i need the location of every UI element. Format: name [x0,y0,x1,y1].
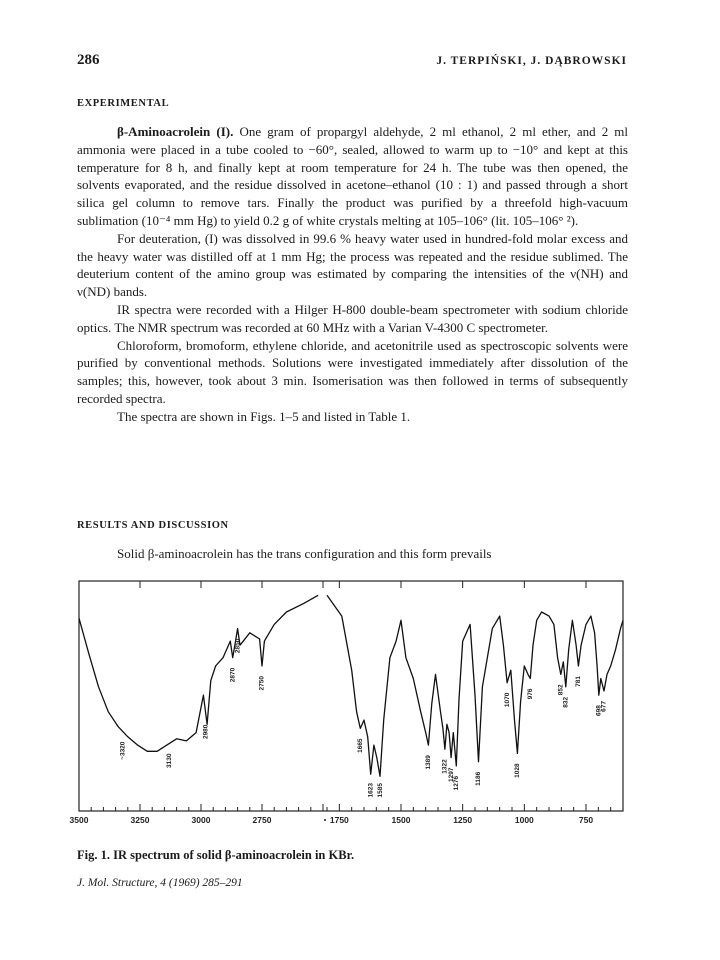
caption-text: spectrum of solid β-aminoacrolein in KBr. [127,848,355,862]
paragraph-solvents: Chloroform, bromoform, ethylene chloride, and acetonitrile used as spectroscopic solvents were purified by conventional methods. Solutions were investigated immediately after dissolution of the samples; this, however, took about 3 min. Isomerisation was then followed in terms of subsequently recorded spectra. [77,337,628,406]
x-tick-label: 2750 [252,815,272,825]
peak-label: 2870 [229,667,237,683]
figure-caption [77,848,354,863]
peak-label: 2850 [234,638,242,654]
running-head: J. TERPIŃSKI, J. DĄBROWSKI [436,55,627,67]
peak-label: ~3320 [119,741,127,760]
peak-label: 677 [600,701,608,712]
x-tick-label: 3500 [69,815,89,825]
paragraph-text: One gram of propargyl aldehyde, 2 ml ethanol, 2 ml ether, and 2 ml ammonia were placed in a tube cooled to −60°, sealed, allowed to warm up to −10° and kept at this temperature for 8 h, and finally kept at room temperature for 24 h. The tube was then opened, the solvents evaporated, and the residue dissolved in acetone–ethanol (10 : 1) and passed through a short silica gel column to remove tars. Finally the product was purified by a threefold high-vacuum sublimation (10⁻⁴ mm Hg) to yield 0.2 g of white crystals melting at 105–106° (lit. 105–106° ²). [77,124,629,228]
peak-label: 976 [526,688,534,700]
paragraph-preparation [77,123,628,230]
plot-frame [79,581,623,811]
peak-label: 698 [595,705,603,717]
paragraph-results: Solid β-aminoacrolein has the trans configuration and this form prevails [117,546,492,561]
results-text [77,545,628,563]
peak-label: 1389 [425,755,433,770]
ir-spectrum-figure [69,575,625,830]
caption-abbrev-ir: IR [113,848,128,862]
x-tick-label: 1500 [391,815,411,825]
journal-footer: J. Mol. Structure, 4 (1969) 285–291 [77,877,243,889]
abbrev-ir: IR [117,301,130,317]
x-tick-label: 750 [578,815,594,825]
spectrum-trace [79,595,318,751]
peak-label: 781 [575,676,583,687]
abbrev-nmr: NMR [137,319,168,335]
ir-spectrum-chart [69,575,625,830]
peak-label: 1322 [441,759,449,774]
peak-label: 852 [557,684,565,696]
section-title-experimental: EXPERIMENTAL [77,98,170,109]
compound-heading: β-Aminoacrolein (I). [117,124,234,139]
peak-label: 1028 [514,763,522,778]
peak-label: 1070 [503,692,511,708]
axis-break-mark [324,819,326,821]
page-number: 286 [77,52,100,68]
experimental-text [77,123,628,426]
peak-label: 832 [562,696,570,708]
x-tick-label: 3000 [191,815,211,825]
peak-label: 1665 [357,738,365,753]
peak-label: 1623 [367,783,375,798]
peak-label: 3130 [165,753,173,768]
x-tick-label: 3250 [130,815,150,825]
paragraph-figures: The spectra are shown in Figs. 1–5 and listed in Table 1. [117,408,411,424]
section-title-results: RESULTS AND DISCUSSION [77,520,229,531]
peak-label: 1276 [452,775,460,791]
peak-label: 1186 [475,771,483,786]
peak-label: 1585 [376,783,384,798]
x-tick-label: 1000 [514,815,534,825]
paragraph-spectra [77,301,628,337]
paragraph-deuteration: For deuteration, (I) was dissolved in 99.6 % heavy water used in hundred-fold molar excess and the heavy water was distilled off at 1 mm Hg; the process was repeated and the residue sublimed. The deuterium content of the amino group was estimated by comparing the intensities of the ν(NH) and ν(ND) bands. [77,230,628,300]
peak-label: 2980 [202,724,210,740]
peak-label: 2750 [258,676,266,691]
x-tick-label: 1750 [329,815,349,825]
paragraph-text: spectra were recorded with a Hilger H-800 double-beam spectrometer with sodium chloride optics. The [77,301,628,335]
paragraph-text: spectrum was recorded at 60 MHz with a Varian V-4300 C spectrometer. [167,319,549,335]
peak-label: 1297 [447,767,455,783]
caption-label: Fig. 1. [77,848,114,862]
x-tick-label: 1250 [453,815,473,825]
